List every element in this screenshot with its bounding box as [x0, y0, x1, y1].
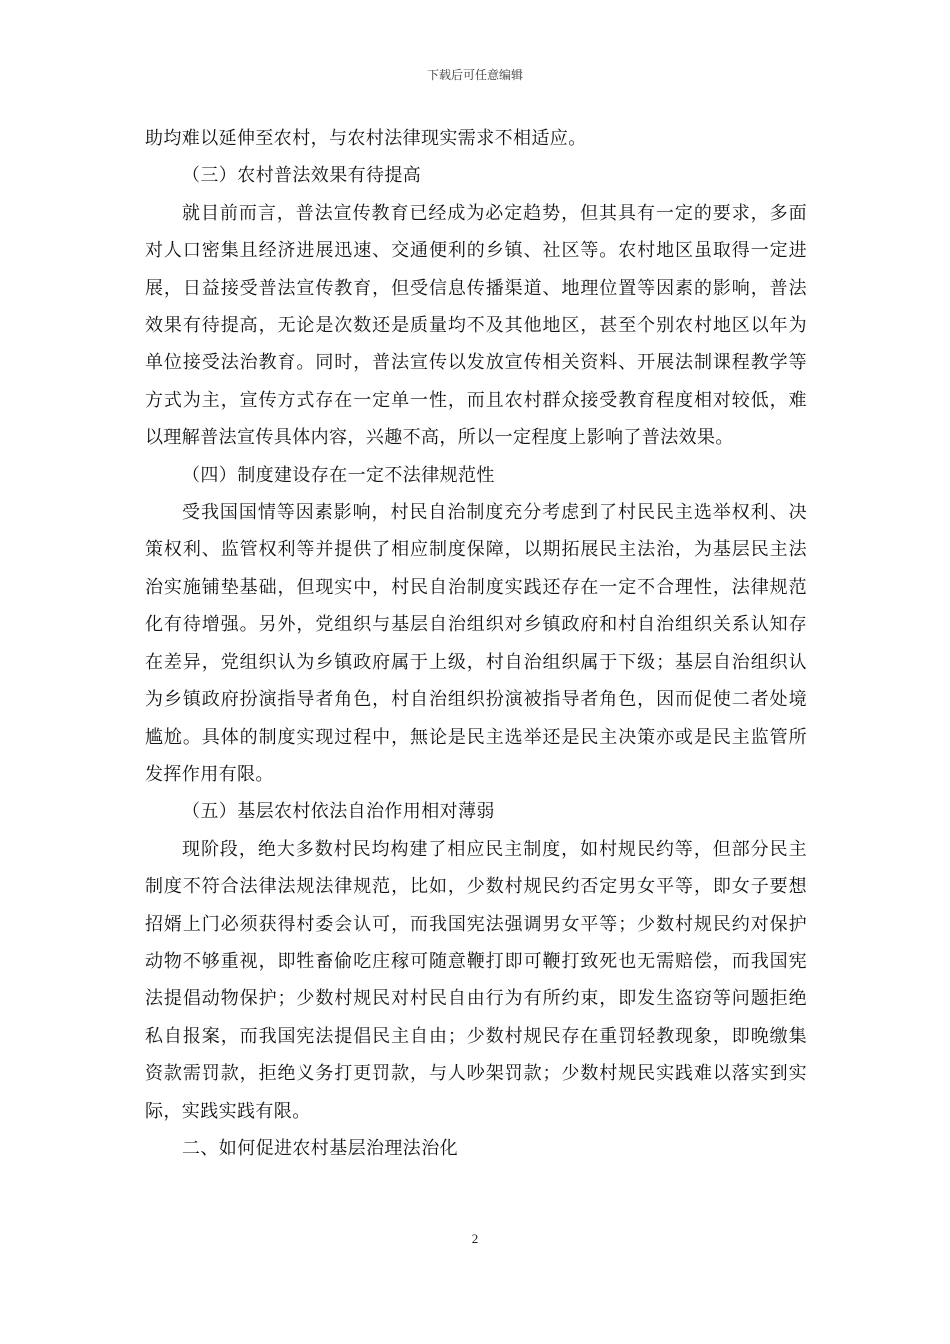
paragraph-section-3: 就目前而言，普法宣传教育已经成为必定趋势，但其具有一定的要求，多面对人口密集且经济进展迅速、交通便利的乡镇、社区等。农村地区虽取得一定进展，日益接受普法宣传教育，但受信息传播渠道、地理位置等因素的影响，普法效果有待提高，无论是次数还是质量均不及其他地区，甚至个别农村地区以年为单位接受法治教育。同时，普法宣传以发放宣传相关资料、开展法制课程教学等方式为主，宣传方式存在一定单一性，而且农村群众接受教育程度相对较低，难以理解普法宣传具体内容，兴趣不高，所以一定程度上影响了普法效果。 [145, 202, 807, 449]
page-number: 2 [471, 1231, 479, 1246]
chapter-heading-2: 二、如何促进农村基层治理法治化 [182, 1137, 458, 1159]
paragraph-section-5: 现阶段，绝大多数村民均构建了相应民主制度，如村规民约等，但部分民主制度不符合法律法规法律规范，比如，少数村规民约否定男女平等，即女子要想招婿上门必须获得村委会认可，而我国宪法强调男女平等；少数村规民约对保护动物不够重视，即牲畜偷吃庄稼可随意鞭打即可鞭打致死也无需赔偿，而我国宪法提倡动物保护；少数村规民对村民自由行为有所约束，即发生盗窃等问题拒绝私自报案，而我国宪法提倡民主自由；少数村规民存在重罚轻教现象，即晚缴集资款需罚款，拒绝义务打更罚款，与人吵架罚款；少数村规民实践难以落实到实际，实践实践有限。 [145, 838, 807, 1122]
paragraph-continuation: 助均难以延伸至农村，与农村法律现实需求不相适应。 [145, 128, 587, 149]
section-heading-4: （四）制度建设存在一定不法律规范性 [182, 464, 495, 486]
document-body [145, 120, 807, 1167]
page-header: 下载后可任意编辑 [426, 68, 523, 82]
section-heading-5: （五）基层农村依法自治作用相对薄弱 [182, 801, 495, 823]
section-heading-3: （三）农村普法效果有待提高 [182, 165, 422, 187]
paragraph-section-4: 受我国国情等因素影响，村民自治制度充分考虑到了村民民主选举权利、决策权利、监管权利等并提供了相应制度保障，以期拓展民主法治，为基层民主法治实施铺垫基础，但现实中，村民自治制度实践还存在一定不合理性，法律规范化有待增强。另外，党组织与基层自治组织对乡镇政府和村自治组织关系认知存在差异，党组织认为乡镇政府属于上级，村自治组织属于下级；基层自治组织认为乡镇政府扮演指导者角色，村自治组织扮演被指导者角色，因而促使二者处境尴尬。具体的制度实现过程中，無论是民主选举还是民主决策亦或是民主监管所发挥作用有限。 [145, 502, 807, 785]
